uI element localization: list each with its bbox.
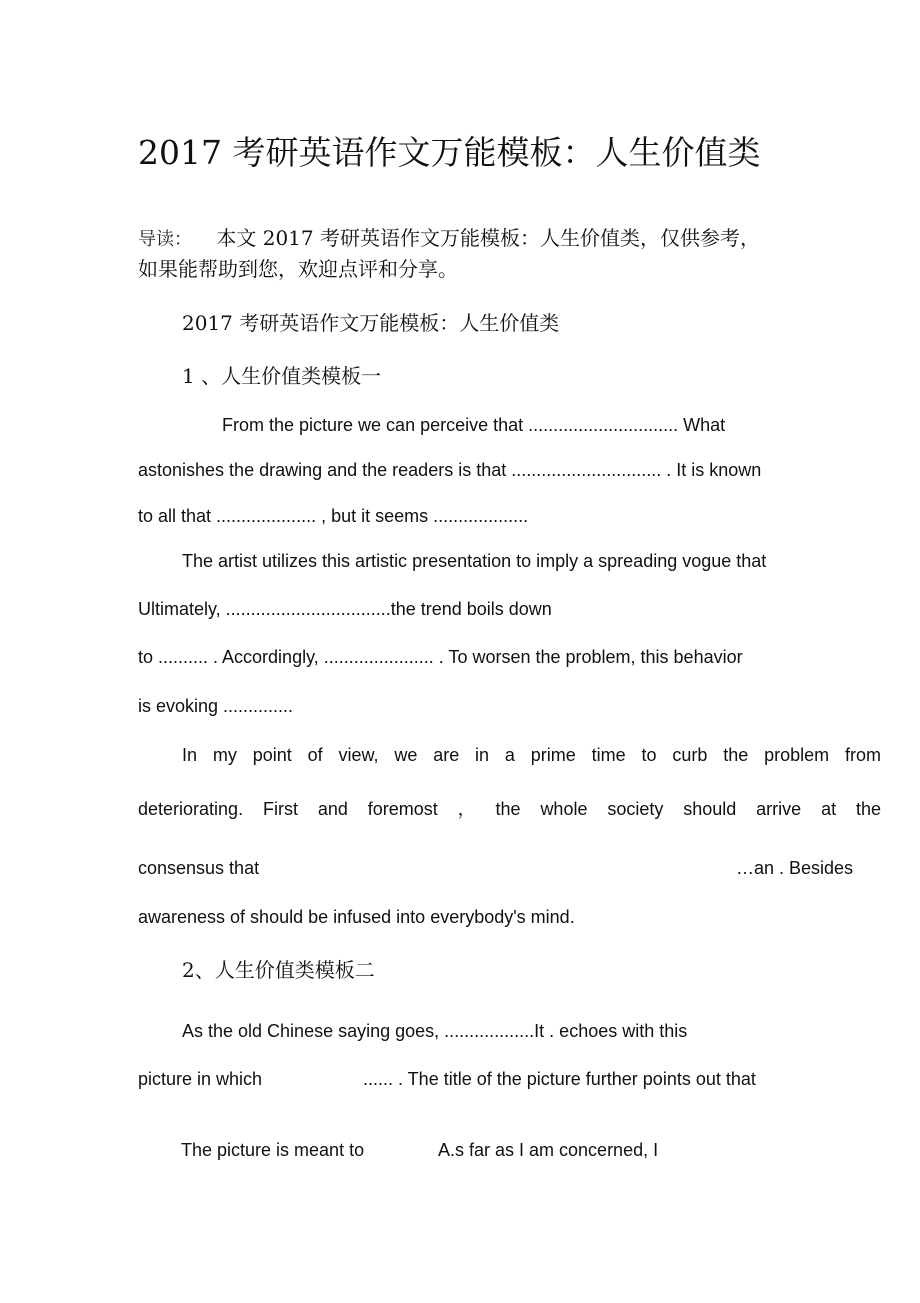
s1-p3-line-2-word: should <box>683 799 737 819</box>
s1-p3-line-2-word: the <box>855 799 881 819</box>
s1-p3-line-2-word: arrive <box>756 799 802 819</box>
s1-p3-line-3-right: …an . Besides <box>736 858 854 878</box>
s1-p1-line-3: to all that .................... , but it seems ................... <box>138 506 529 526</box>
s1-p3-line-2-word: deteriorating. <box>138 799 244 819</box>
s1-p3-line-1-word: problem <box>764 745 830 765</box>
s1-p3-line-1-word: time <box>591 745 626 765</box>
intro-label: 导读： <box>138 229 192 250</box>
s1-p3-line-1-word: prime <box>530 745 576 765</box>
s1-p3-line-1-word: of <box>307 745 323 765</box>
document-title: 2017 考研英语作文万能模板：人生价值类 <box>138 133 761 172</box>
s1-p3-line-1-word: we <box>394 745 418 765</box>
s1-p3-line-2-word: First <box>262 799 298 819</box>
s1-p3-line-1-word: to <box>641 745 657 765</box>
s1-p3-line-1-word: point <box>252 745 292 765</box>
section-1-heading: 1 、人生价值类模板一 <box>182 364 382 388</box>
s2-p1-line-1: As the old Chinese saying goes, ..................It . echoes with this <box>182 1021 688 1041</box>
s1-p3-line-1-word: the <box>723 745 749 765</box>
s1-p3-line-3-left: consensus that <box>138 858 260 878</box>
s1-p2-line-1: The artist utilizes this artistic presentation to imply a spreading vogue that <box>182 551 767 571</box>
s1-p3-line-1-word: a <box>504 745 515 765</box>
intro-line-2: 如果能帮助到您，欢迎点评和分享。 <box>138 257 458 281</box>
s1-p3-line-4: awareness of should be infused into everybody's mind. <box>138 907 575 927</box>
s1-p1-line-2: astonishes the drawing and the readers is that .............................. . It is known <box>138 460 762 480</box>
s1-p1-line-1: From the picture we can perceive that .............................. What <box>222 415 726 435</box>
s1-p3-line-1-word: view, <box>338 745 379 765</box>
s1-p3-line-2 <box>138 799 881 821</box>
s2-p2-right: A.s far as I am concerned, I <box>438 1140 659 1160</box>
s2-p2-left: The picture is meant to <box>181 1140 365 1160</box>
s1-p3-line-1-word: in <box>475 745 490 765</box>
s1-p3-line-2-word: whole <box>540 799 588 819</box>
s1-p3-line-1-word: from <box>844 745 881 765</box>
s1-p2-line-3: to .......... . Accordingly, ...................... . To worsen the problem, this behavior <box>138 647 743 667</box>
s1-p2-line-2: Ultimately, .................................the trend boils down <box>138 599 552 619</box>
s1-p3-line-2-word: the <box>495 799 521 819</box>
s1-p3-line-2-word: foremost <box>367 799 438 819</box>
s2-p1-line-2-left: picture in which <box>138 1069 263 1089</box>
s1-p3-line-1 <box>182 745 881 767</box>
section-2-heading: 2、人生价值类模板二 <box>182 958 375 982</box>
s1-p3-line-2-word: at <box>821 799 837 819</box>
s1-p3-line-1-word: are <box>433 745 460 765</box>
s2-p1-line-2-right: ...... . The title of the picture further points out that <box>363 1069 756 1089</box>
intro-line-1 <box>138 226 760 251</box>
s1-p2-line-4: is evoking .............. <box>138 696 294 716</box>
s1-p3-line-2-word: ， <box>457 799 476 819</box>
s1-p3-line-2-word: and <box>317 799 348 819</box>
s1-p3-line-1-word: my <box>212 745 237 765</box>
s1-p3-line-1-word: curb <box>672 745 708 765</box>
document-subtitle: 2017 考研英语作文万能模板：人生价值类 <box>182 311 560 335</box>
intro-text-1: 本文 2017 考研英语作文万能模板：人生价值类，仅供参考， <box>216 226 760 250</box>
s1-p3-line-1-word: In <box>182 745 198 765</box>
s1-p3-line-2-word: society <box>607 799 664 819</box>
